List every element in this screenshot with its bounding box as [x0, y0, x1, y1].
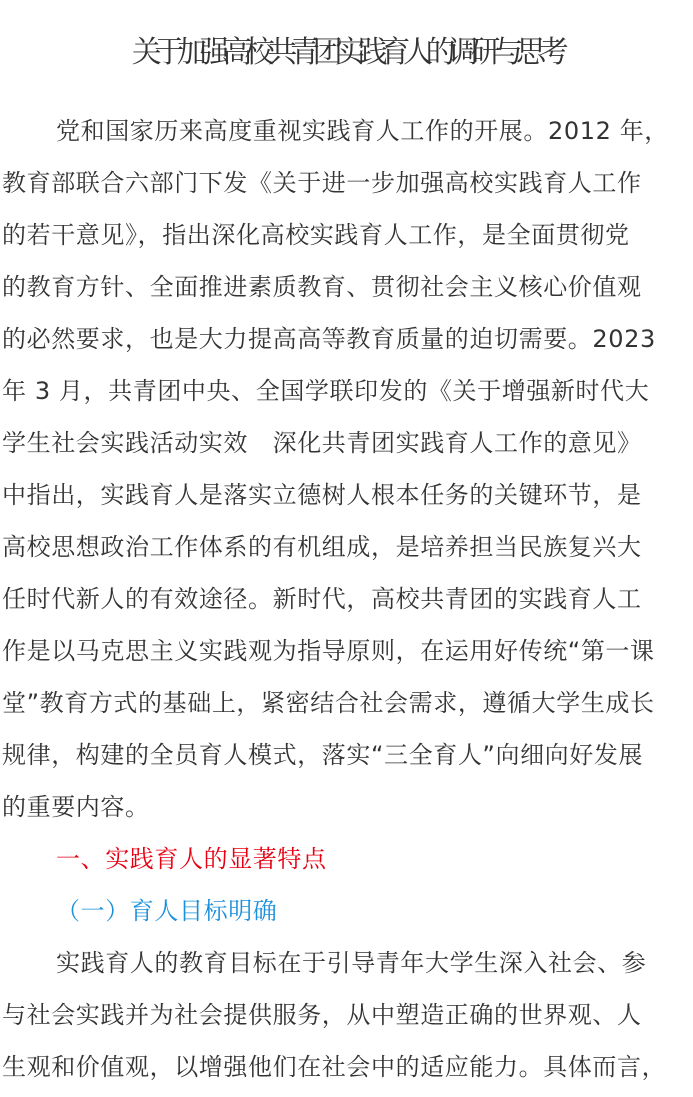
paragraph-line: 的重要内容。 — [2, 793, 150, 821]
paragraph-line: 与社会实践并为社会提供服务，从中塑造正确的世界观、人 — [2, 1001, 642, 1029]
paragraph-line: 高校思想政治工作体系的有机组成，是培养担当民族复兴大 — [2, 533, 642, 561]
section-heading: 一、实践育人的显著特点 — [56, 845, 327, 873]
paragraph-line: 中指出，实践育人是落实立德树人根本任务的关键环节，是 — [2, 481, 642, 509]
paragraph-line: 教育部联合六部门下发《关于进一步加强高校实践育人工作 — [2, 169, 642, 197]
paragraph-line: 年 3 月，共青团中央、全国学联印发的《关于增强新时代大 — [2, 377, 650, 405]
article-title: 关于加强高校共青团实践育人的调研与思考 — [131, 35, 562, 70]
paragraph-line: 学生社会实践活动实效 深化共青团实践育人工作的意见》 — [2, 429, 642, 457]
paragraph-line: 任时代新人的有效途径。新时代，高校共青团的实践育人工 — [2, 585, 642, 613]
paragraph-line: 的教育方针、全面推进素质教育、贯彻社会主义核心价值观 — [2, 273, 642, 301]
paragraph-line: 生观和价值观，以增强他们在社会中的适应能力。具体而言， — [2, 1053, 667, 1081]
paragraph-line: 实践育人的教育目标在于引导青年大学生深入社会、参 — [56, 949, 647, 977]
paragraph-line: 规律，构建的全员育人模式，落实“三全育人”向细向好发展 — [2, 741, 644, 769]
paragraph-line: 作是以马克思主义实践观为指导原则，在运用好传统“第一课 — [2, 637, 655, 665]
paragraph-line: 党和国家历来高度重视实践育人工作的开展。2012 年， — [56, 117, 669, 145]
paragraph-line: 的若干意见》，指出深化高校实践育人工作，是全面贯彻党 — [2, 221, 630, 249]
paragraph-line: 堂”教育方式的基础上，紧密结合社会需求，遵循大学生成长 — [2, 689, 655, 717]
paragraph-line: 的必然要求，也是大力提高高等教育质量的迫切需要。2023 — [2, 325, 656, 353]
subsection-heading: （一）育人目标明确 — [56, 897, 278, 925]
